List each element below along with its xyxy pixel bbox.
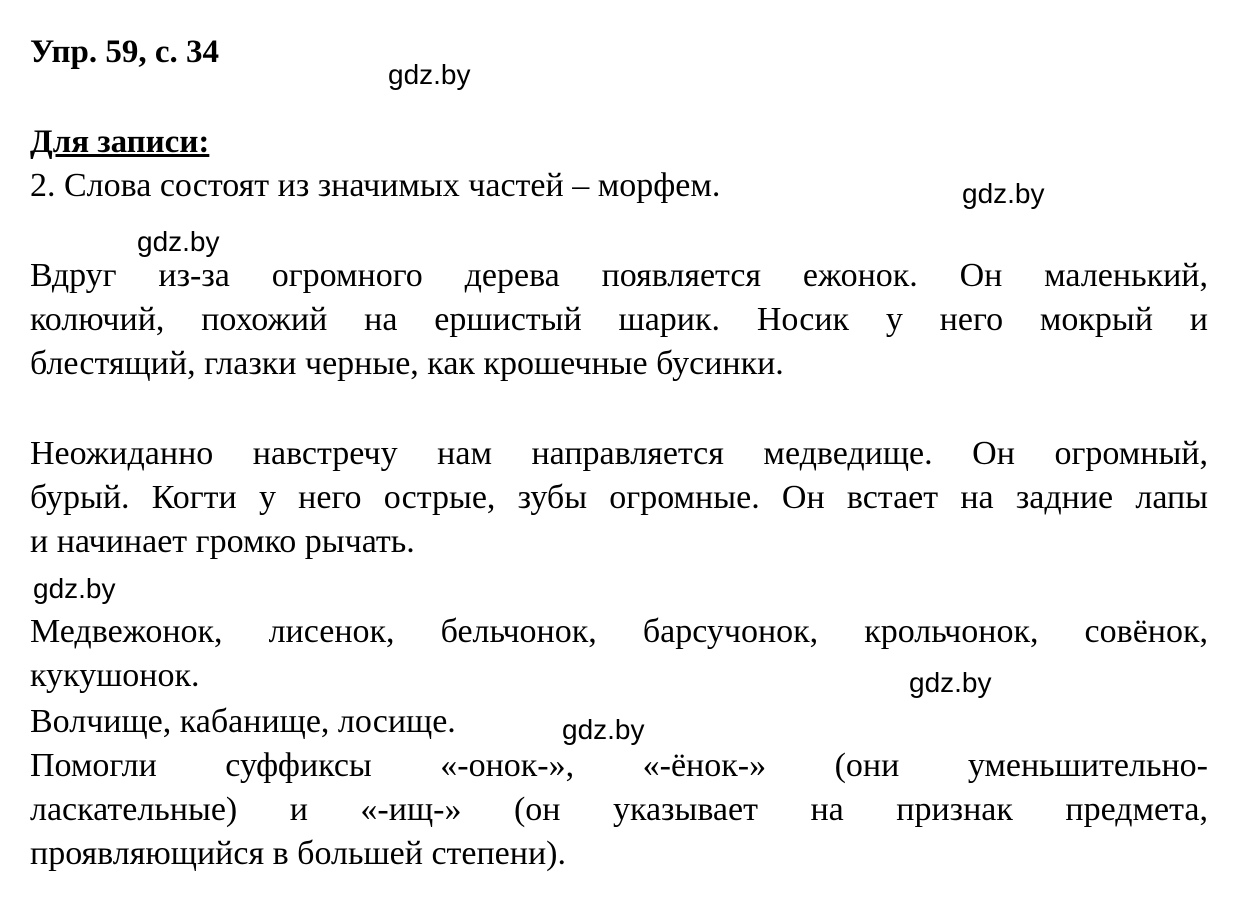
paragraph-line: Неожиданно навстречу нам направляется медведище. Он огромный, — [30, 435, 1208, 472]
paragraph-line: ласкательные) и «-ищ-» (он указывает на признак предмета, — [30, 791, 1208, 828]
paragraph-line: Помогли суффиксы «-онок-», «-ёнок-» (они уменьшительно- — [30, 747, 1208, 784]
exercise-heading: Упр. 59, с. 34 — [30, 34, 220, 70]
paragraph-line: Вдруг из-за огромного дерева появляется ежонок. Он маленький, — [30, 257, 1208, 294]
point-2-text: 2. Слова состоят из значимых частей – морфем. — [30, 167, 721, 204]
paragraph-line: колючий, похожий на ершистый шарик. Носик у него мокрый и — [30, 301, 1208, 338]
watermark: gdz.by — [388, 59, 471, 90]
for-notes-heading: Для записи: — [30, 124, 210, 160]
watermark: gdz.by — [33, 573, 116, 604]
watermark: gdz.by — [962, 178, 1045, 209]
paragraph-bear — [30, 432, 1208, 564]
paragraph-line: бурый. Когти у него острые, зубы огромные. Он встает на задние лапы — [30, 479, 1208, 516]
list-augmentative: Волчище, кабанище, лосище. — [30, 703, 456, 740]
paragraph-line: кукушонок. — [30, 657, 200, 694]
paragraph-line: Медвежонок, лисенок, бельчонок, барсучонок, крольчонок, совёнок, — [30, 613, 1208, 650]
paragraph-line: проявляющийся в большей степени). — [30, 835, 566, 872]
watermark: gdz.by — [562, 714, 645, 745]
watermark: gdz.by — [137, 226, 220, 257]
watermark: gdz.by — [909, 667, 992, 698]
paragraph-hedgehog — [30, 254, 1208, 386]
list-diminutive — [30, 610, 1208, 698]
paragraph-suffixes — [30, 744, 1208, 876]
paragraph-line: блестящий, глазки черные, как крошечные бусинки. — [30, 345, 784, 382]
paragraph-line: и начинает громко рычать. — [30, 523, 415, 560]
